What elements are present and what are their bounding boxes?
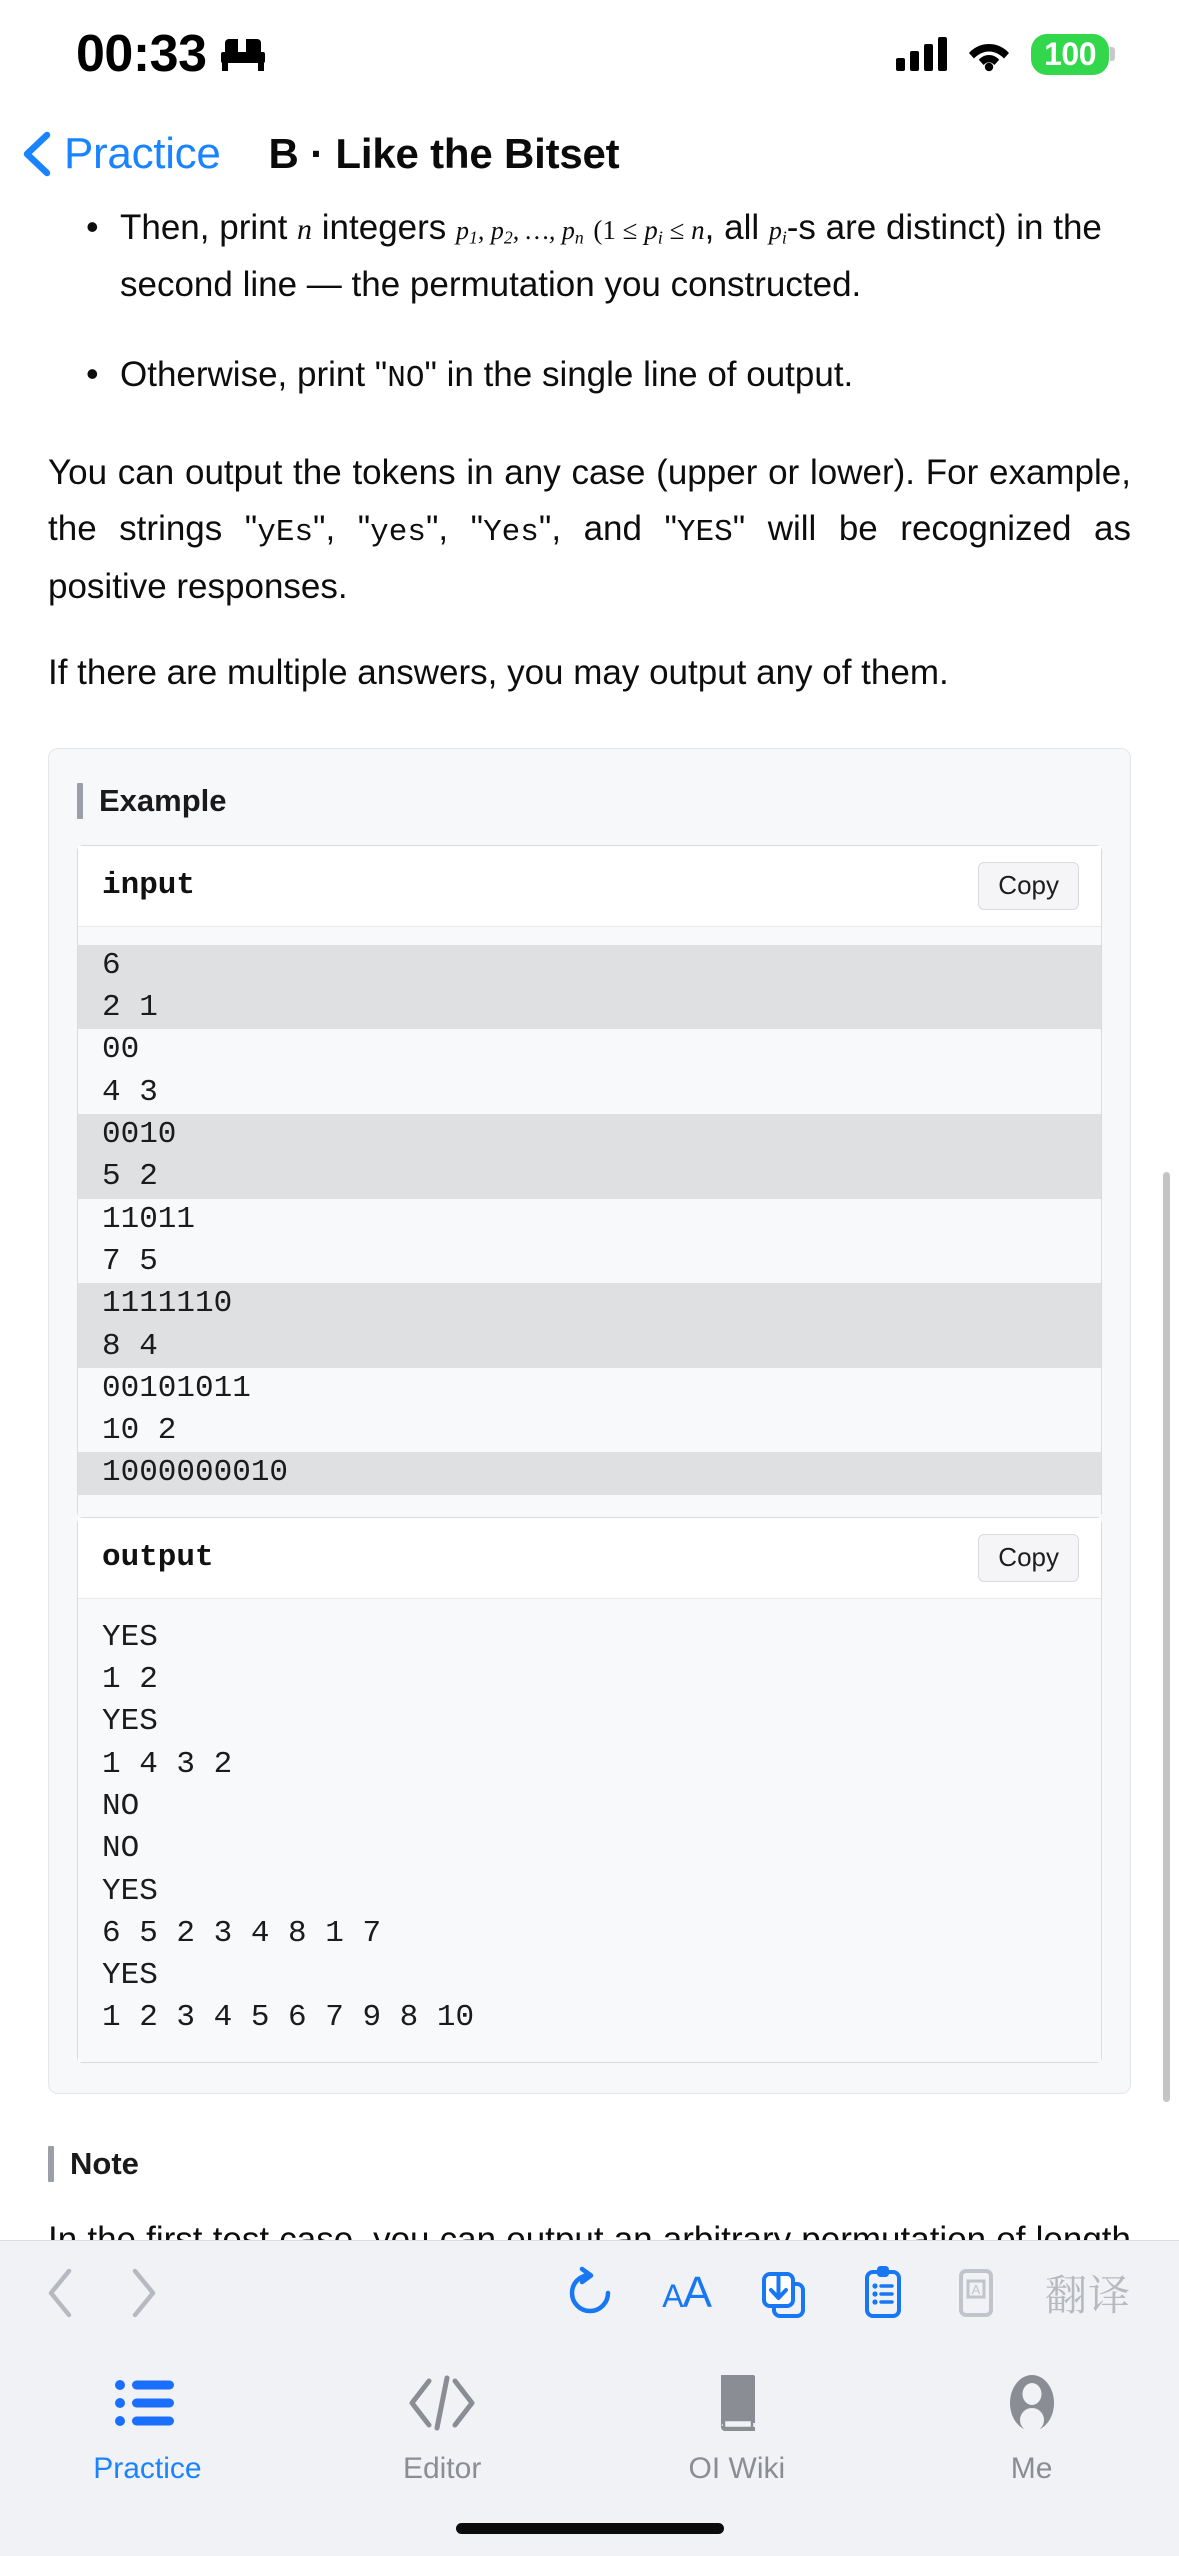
copy-input-button[interactable]: Copy: [978, 862, 1079, 910]
example-output-body: [78, 1599, 1101, 2062]
note-heading-label: Note: [70, 2145, 139, 2181]
status-time: 00:33: [76, 25, 207, 83]
io-line: YES: [102, 1958, 158, 1994]
browser-toolbar: [0, 2240, 1179, 2344]
bed-icon: [221, 37, 265, 71]
tab-label-practice: Practice: [93, 2452, 202, 2485]
code-brackets-icon: [403, 2368, 481, 2438]
io-line: 1 2 3 4 5 6 7 9 8 10: [102, 2000, 475, 2036]
note-heading: [48, 2146, 1131, 2182]
page-title: B · Like the Bitset: [268, 130, 620, 177]
browser-tool-icons: [564, 2262, 1131, 2324]
example-heading: [77, 783, 1102, 819]
io-line: 5 2: [78, 1156, 1101, 1198]
example-input-block: [77, 845, 1102, 1518]
reload-icon[interactable]: [564, 2263, 616, 2323]
output-format-bullets: [48, 200, 1131, 405]
io-line: 1 4 3 2: [102, 1746, 233, 1782]
bullet-text-otherwise: Otherwise, print "NO" in the single line of output.: [120, 355, 854, 397]
chevron-right-icon[interactable]: [126, 2265, 160, 2321]
tab-me[interactable]: [884, 2368, 1179, 2486]
example-input-body: [78, 927, 1101, 1517]
io-line: 00: [102, 1032, 140, 1068]
reader-mode-icon[interactable]: [953, 2263, 999, 2323]
person-icon: [1000, 2368, 1064, 2438]
bullet-text-permutation: Then, print n integers $p_1$, $p_2$, …, $p_n$ ($1 \le p_i \le n$, all $p_i-s$ are distinct) in the second line — the permutation you constructed.: [120, 208, 1102, 304]
io-line: YES: [102, 1619, 158, 1655]
battery-indicator: [1031, 34, 1115, 75]
browser-nav-arrows: [44, 2265, 160, 2321]
example-card: [48, 748, 1131, 2094]
tab-label-oi-wiki: OI Wiki: [688, 2452, 786, 2485]
io-line: 6: [78, 945, 1101, 987]
tab-editor[interactable]: [295, 2368, 590, 2486]
status-bar: [0, 0, 1179, 108]
battery-percent: 100: [1031, 34, 1109, 75]
io-line: 8 4: [78, 1326, 1101, 1368]
paragraph-token-case: You can output the tokens in any case (upper or lower). For example, the strings "yEs", "yes", "Yes", and "YES" will be recognized as positive responses.: [48, 452, 1132, 606]
section-accent-bar: [48, 2146, 54, 2182]
io-line: YES: [102, 1873, 158, 1909]
io-line: YES: [102, 1704, 158, 1740]
translate-button[interactable]: 翻译: [1044, 2271, 1131, 2319]
io-line: 7 5: [102, 1243, 158, 1279]
navigation-bar: [0, 108, 1179, 200]
tab-oi-wiki[interactable]: [590, 2368, 885, 2486]
io-line: 00101011: [102, 1370, 251, 1406]
list-icon: [111, 2368, 183, 2438]
bullet-item-permutation: [48, 200, 1131, 313]
text-size-small-a: A: [662, 2277, 683, 2314]
io-line: 6 5 2 3 4 8 1 7: [102, 1915, 382, 1951]
back-button-label: Practice: [64, 129, 221, 178]
text-size-large-a: A: [682, 2267, 711, 2317]
example-input-label: input: [102, 868, 196, 904]
io-line: NO: [102, 1831, 140, 1867]
vertical-scrollbar[interactable]: [1163, 1172, 1170, 2102]
section-accent-bar: [77, 783, 83, 819]
io-line: 10 2: [102, 1413, 177, 1449]
tab-label-me: Me: [1010, 2452, 1053, 2485]
copy-output-button[interactable]: Copy: [978, 1534, 1079, 1582]
io-line: 1 2: [102, 1662, 158, 1698]
problem-content[interactable]: [0, 200, 1179, 2240]
wifi-icon: [967, 37, 1011, 71]
text-size-aa-icon[interactable]: [662, 2268, 711, 2318]
chevron-left-icon: [20, 130, 54, 178]
chevron-left-icon[interactable]: [44, 2265, 78, 2321]
io-line: 1111110: [78, 1283, 1101, 1325]
io-line: 0010: [78, 1114, 1101, 1156]
io-line: NO: [102, 1788, 140, 1824]
io-line: 11011: [102, 1201, 196, 1237]
io-line: 2 1: [78, 987, 1101, 1029]
book-icon: [707, 2368, 767, 2438]
example-output-block: [77, 1518, 1102, 2063]
tab-practice[interactable]: [0, 2368, 295, 2486]
download-icon[interactable]: [757, 2262, 813, 2324]
bullet-item-otherwise: [48, 347, 1131, 404]
status-bar-left: [76, 24, 265, 84]
paragraph-multiple-answers: If there are multiple answers, you may output any of them.: [48, 653, 949, 693]
back-button[interactable]: [20, 129, 221, 179]
home-indicator: [456, 2523, 724, 2534]
clipboard-icon[interactable]: [859, 2262, 907, 2324]
example-output-label: output: [102, 1540, 214, 1576]
svg-text:A: A: [971, 2281, 981, 2297]
example-input-header: [78, 846, 1101, 927]
example-heading-label: Example: [99, 782, 227, 818]
cellular-signal-icon: [896, 37, 947, 71]
io-line: 4 3: [102, 1074, 158, 1110]
example-output-header: [78, 1518, 1101, 1599]
tab-label-editor: Editor: [402, 2452, 482, 2485]
io-line: 1000000010: [78, 1452, 1101, 1494]
status-bar-right: [896, 34, 1115, 75]
